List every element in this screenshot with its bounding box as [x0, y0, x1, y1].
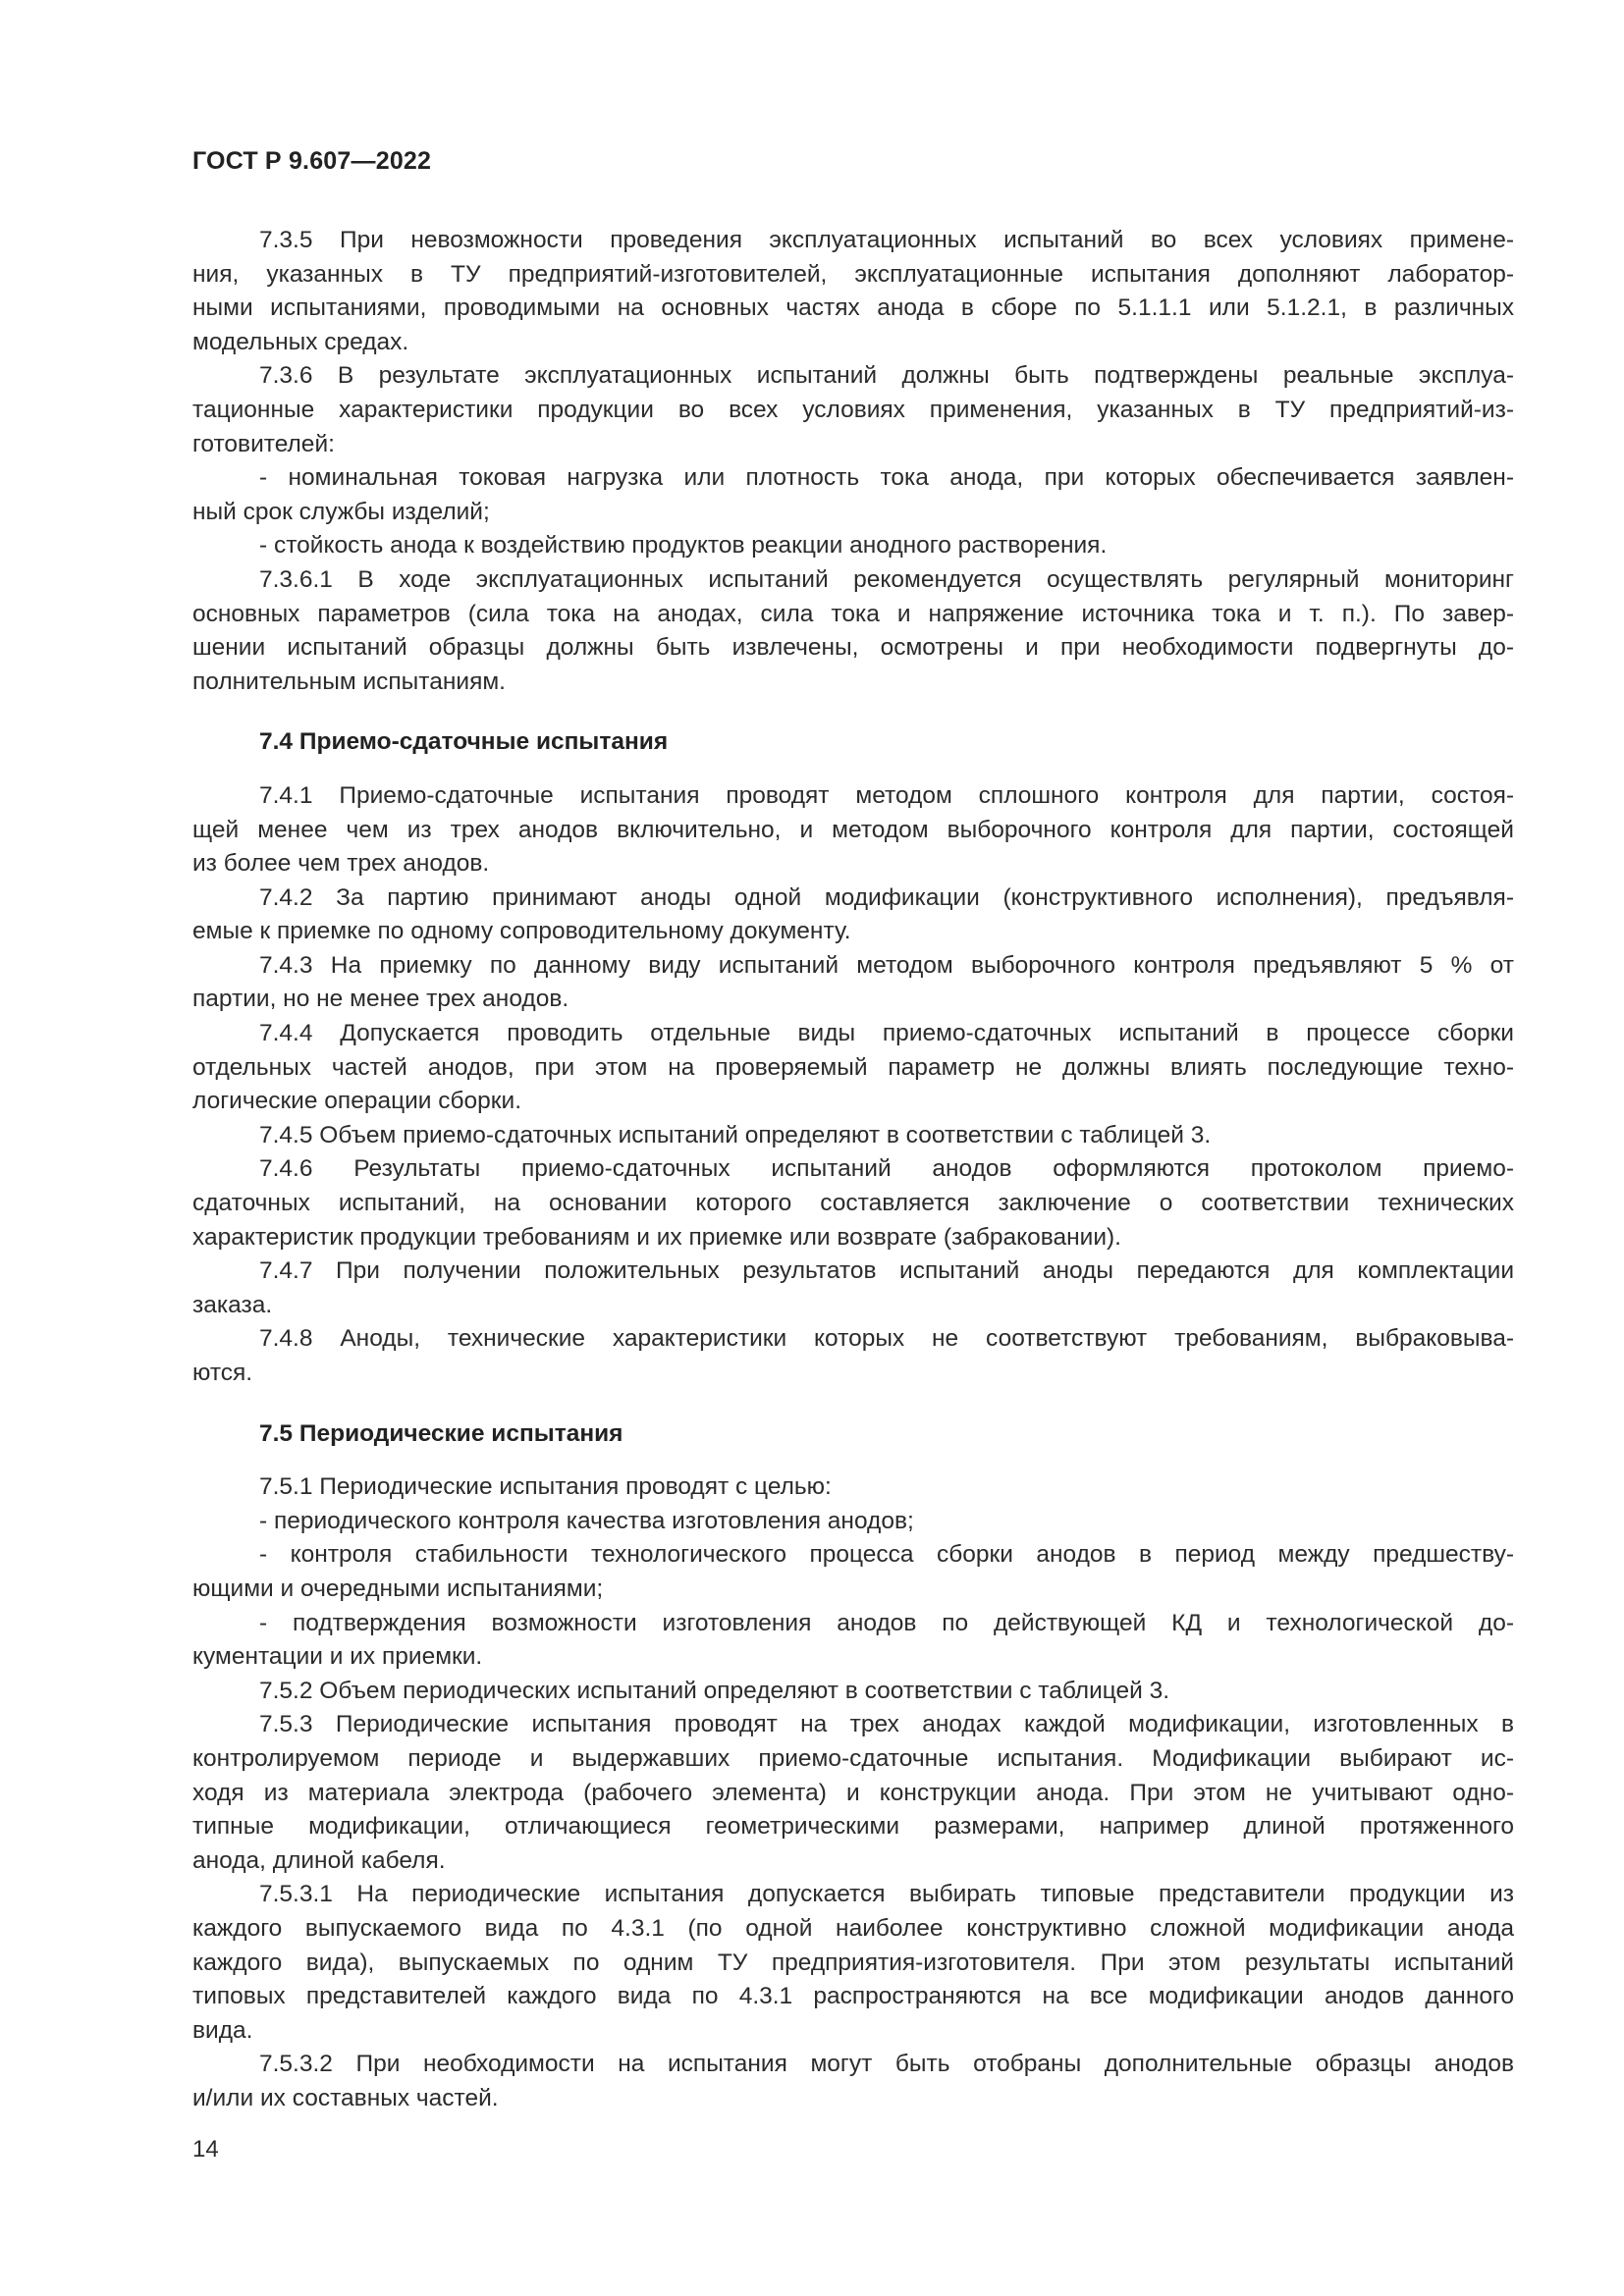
text-line: щей менее чем из трех анодов включительно, и методом выборочного контроля для партии, состоящей	[192, 816, 1514, 843]
text-line: 7.5.2 Объем периодических испытаний определяют в соответствии с таблицей 3.	[259, 1677, 1170, 1704]
section-heading: 7.4 Приемо-сдаточные испытания	[259, 728, 669, 756]
text-line: характеристик продукции требованиям и их приемке или возврате (забраковании).	[192, 1223, 1121, 1251]
text-line: и/или их составных частей.	[192, 2084, 499, 2111]
text-line: ния, указанных в ТУ предприятий-изготовителей, эксплуатационные испытания дополняют лаборатор-	[192, 260, 1514, 288]
page-number: 14	[192, 2136, 219, 2163]
text-line: 7.5.3.1 На периодические испытания допускается выбирать типовые представители продукции из	[259, 1881, 1514, 1908]
text-line: типовых представителей каждого вида по 4.3.1 распространяются на все модификации анодов данного	[192, 1983, 1514, 2010]
text-line: 7.4.5 Объем приемо-сдаточных испытаний определяют в соответствии с таблицей 3.	[259, 1121, 1212, 1148]
text-line: ный срок службы изделий;	[192, 498, 490, 525]
paragraph-gap	[192, 1451, 1514, 1470]
document-header: ГОСТ Р 9.607—2022	[192, 147, 432, 175]
paragraph-gap	[192, 760, 1514, 779]
text-line: ются.	[192, 1360, 253, 1386]
text-line: 7.4.3 На приемку по данному виду испытаний методом выборочного контроля предъявляют 5 % от	[259, 951, 1514, 979]
text-line: готовителей:	[192, 430, 335, 457]
paragraph-gap	[192, 699, 1514, 725]
text-line: 7.4.6 Результаты приемо-сдаточных испытаний анодов оформляются протоколом приемо-	[259, 1155, 1514, 1183]
text-line: емые к приемке по одному сопроводительному документу.	[192, 918, 851, 945]
text-line: ными испытаниями, проводимыми на основных частях анода в сборе по 5.1.1.1 или 5.1.2.1, в различных	[192, 294, 1514, 322]
text-line: - номинальная токовая нагрузка или плотность тока анода, при которых обеспечивается заявлен-	[259, 464, 1514, 492]
text-line: 7.4.1 Приемо-сдаточные испытания проводят методом сплошного контроля для партии, состоя-	[259, 781, 1514, 809]
text-line: 7.3.6.1 В ходе эксплуатационных испытаний рекомендуется осуществлять регулярный мониторинг	[259, 565, 1514, 593]
text-line: вида.	[192, 2016, 253, 2044]
text-line: 7.4.7 При получении положительных результатов испытаний аноды передаются для комплектации	[259, 1257, 1514, 1285]
text-line: отдельных частей анодов, при этом на проверяемый параметр не должны влиять последующие техно-	[192, 1053, 1514, 1081]
text-line: кументации и их приемки.	[192, 1643, 483, 1671]
text-line: контролируемом периоде и выдержавших приемо-сдаточные испытания. Модификации выбирают ис-	[192, 1744, 1514, 1772]
text-line: анода, длиной кабеля.	[192, 1846, 446, 1874]
text-line: - стойкость анода к воздействию продуктов реакции анодного растворения.	[259, 532, 1108, 560]
section-heading: 7.5 Периодические испытания	[259, 1419, 623, 1447]
text-line: 7.4.4 Допускается проводить отдельные виды приемо-сдаточных испытаний в процессе сборки	[259, 1020, 1514, 1047]
text-line: 7.3.6 В результате эксплуатационных испытаний должны быть подтверждены реальные эксплуа-	[259, 362, 1514, 390]
text-line: каждого выпускаемого вида по 4.3.1 (по одной наиболее конструктивно сложной модификации анода	[192, 1914, 1514, 1942]
paragraph-gap	[192, 1391, 1514, 1417]
text-line: шении испытаний образцы должны быть извлечены, осмотрены и при необходимости подвергнуты до-	[192, 634, 1514, 662]
text-line: 7.5.1 Периодические испытания проводят с целью:	[259, 1473, 832, 1501]
text-line: модельных средах.	[192, 328, 409, 355]
text-line: партии, но не менее трех анодов.	[192, 986, 569, 1013]
text-line: сдаточных испытаний, на основании которого составляется заключение о соответствии технических	[192, 1190, 1514, 1217]
text-line: основных параметров (сила тока на анодах, сила тока и напряжение источника тока и т. п.). По завер-	[192, 600, 1514, 627]
text-line: 7.5.3.2 При необходимости на испытания могут быть отобраны дополнительные образцы анодов	[259, 2051, 1514, 2078]
text-line: 7.4.2 За партию принимают аноды одной модификации (конструктивного исполнения), предъявля-	[259, 883, 1514, 911]
text-line: тационные характеристики продукции во всех условиях применения, указанных в ТУ предприятий-из-	[192, 396, 1514, 423]
text-line: 7.5.3 Периодические испытания проводят на трех анодах каждой модификации, изготовленных в	[259, 1711, 1514, 1738]
text-line: полнительным испытаниям.	[192, 667, 506, 695]
text-line: ходя из материала электрода (рабочего элемента) и конструкции анода. При этом не учитывают одно-	[192, 1779, 1514, 1806]
text-line: заказа.	[192, 1291, 273, 1318]
text-line: 7.4.8 Аноды, технические характеристики которых не соответствуют требованиям, выбраковыва-	[259, 1325, 1514, 1353]
text-line: 7.3.5 При невозможности проведения эксплуатационных испытаний во всех условиях примене-	[259, 227, 1514, 253]
text-line: типные модификации, отличающиеся геометрическими размерами, например длиной протяженного	[192, 1813, 1514, 1841]
text-line: из более чем трех анодов.	[192, 850, 490, 878]
text-line: логические операции сборки.	[192, 1088, 522, 1115]
text-line: - подтверждения возможности изготовления анодов по действующей КД и технологической до-	[259, 1609, 1514, 1636]
text-line: - контроля стабильности технологического процесса сборки анодов в период между предшеству-	[259, 1541, 1514, 1569]
text-line: каждого вида), выпускаемых по одним ТУ предприятия-изготовителя. При этом результаты испытаний	[192, 1949, 1514, 1976]
document-body	[192, 224, 1514, 2115]
text-line: ющими и очередными испытаниями;	[192, 1575, 604, 1602]
text-line: - периодического контроля качества изготовления анодов;	[259, 1507, 914, 1534]
